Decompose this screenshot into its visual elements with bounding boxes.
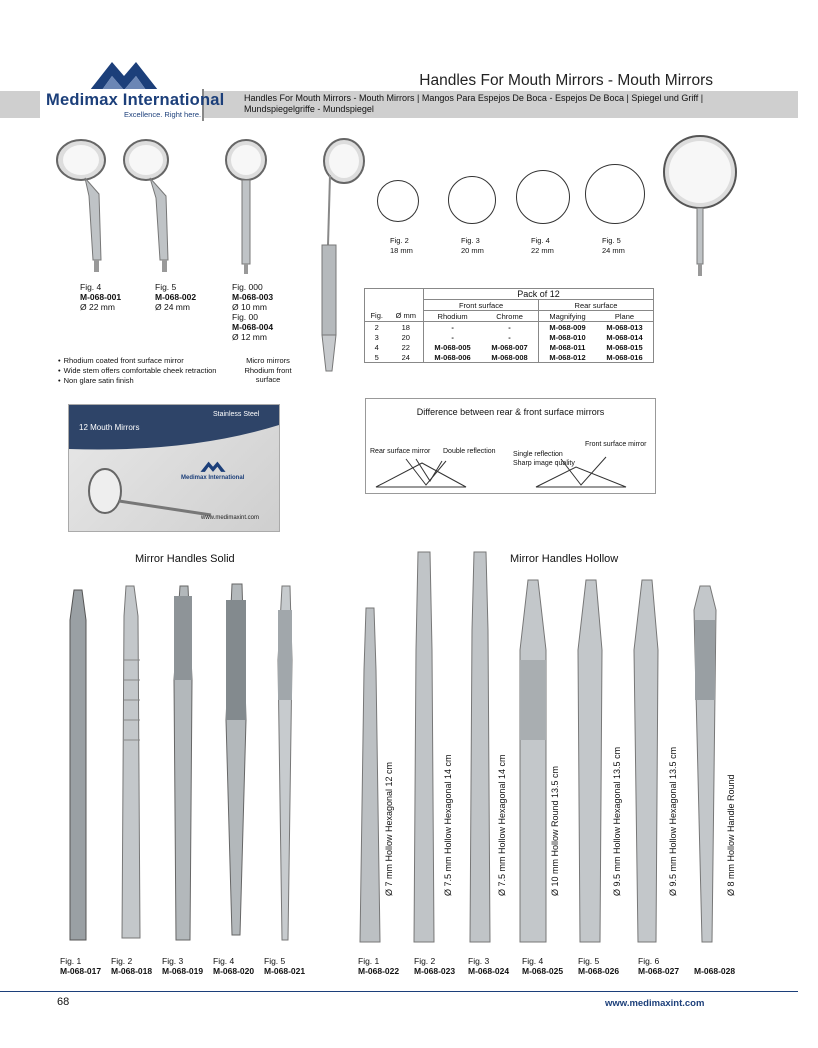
mirror-with-handle-image bbox=[312, 135, 368, 375]
solid-fig3-code: M-068-019 bbox=[162, 966, 204, 976]
circle-fig5-size: 24 mm bbox=[602, 245, 625, 255]
table-cell: 4 bbox=[374, 342, 379, 352]
features-list bbox=[58, 356, 216, 386]
table-cell: 18 bbox=[388, 322, 423, 333]
micro-note-line2: Rhodium front surface bbox=[244, 365, 292, 384]
table-cell: M-068-009 bbox=[549, 322, 586, 332]
pack-group-front: Front surface bbox=[424, 300, 539, 311]
solid-item-fig5 bbox=[264, 956, 305, 976]
mirror-circle-18mm bbox=[377, 180, 419, 222]
solid-fig4-code: M-068-020 bbox=[213, 966, 255, 976]
hollow-fig2-fig: Fig. 2 bbox=[414, 956, 436, 966]
table-cell: - bbox=[451, 322, 454, 332]
table-cell: 20 bbox=[388, 332, 423, 342]
mirror-circle-22mm bbox=[516, 170, 570, 224]
feature-item: • Non glare satin finish bbox=[58, 376, 216, 386]
micro-size2: Ø 12 mm bbox=[232, 332, 267, 342]
micro-code2: M-068-004 bbox=[232, 322, 274, 332]
micro-mirror-image bbox=[220, 138, 272, 278]
solid-fig4-fig: Fig. 4 bbox=[213, 956, 235, 966]
solid-fig2-fig: Fig. 2 bbox=[111, 956, 133, 966]
hollow-fig4-code: M-068-025 bbox=[522, 966, 564, 976]
hollow-fig3-fig: Fig. 3 bbox=[468, 956, 490, 966]
hollow-fig4-fig: Fig. 4 bbox=[522, 956, 544, 966]
pack-col-mm: Ø mm bbox=[388, 311, 423, 322]
large-mirror-image bbox=[660, 134, 740, 282]
pack-col-rhodium: Rhodium bbox=[437, 311, 468, 321]
circle-label-fig3 bbox=[461, 236, 484, 255]
hollow-fig7-code: M-068-028 bbox=[694, 966, 736, 976]
double-reflection-label: Double reflection bbox=[443, 448, 496, 455]
top-fig4-fig: Fig. 4 bbox=[80, 282, 102, 292]
solid-section-title: Mirror Handles Solid bbox=[135, 553, 235, 565]
hollow-fig3-code: M-068-024 bbox=[468, 966, 510, 976]
box-url: www.medimaxint.com bbox=[201, 515, 260, 521]
box-mirror-graphic bbox=[83, 465, 213, 525]
brand-tagline: Excellence. Right here. bbox=[124, 110, 202, 119]
table-cell: - bbox=[481, 332, 538, 342]
hollow-desc-fig6: Ø 9.5 mm Hollow Hexagonal 13.5 cm bbox=[668, 746, 678, 896]
table-cell: M-068-011 bbox=[549, 342, 586, 352]
hollow-fig6-code: M-068-027 bbox=[638, 966, 680, 976]
circle-label-fig2 bbox=[390, 236, 413, 255]
solid-handles-image bbox=[60, 580, 310, 950]
top-fig4-size: Ø 22 mm bbox=[80, 302, 115, 312]
table-cell: - bbox=[451, 332, 454, 342]
top-fig5-label bbox=[155, 282, 196, 312]
mirror-fig4-image bbox=[55, 136, 117, 276]
table-cell: 3 bbox=[374, 332, 379, 342]
brand-name: Medimax International bbox=[46, 91, 225, 109]
circle-label-fig5 bbox=[602, 236, 625, 255]
table-cell: 5 bbox=[374, 352, 379, 362]
sharp-quality-label: Sharp image quality bbox=[513, 460, 575, 467]
circle-fig3-size: 20 mm bbox=[461, 245, 484, 255]
top-fig4-code: M-068-001 bbox=[80, 292, 122, 302]
micro-note-line1: Micro mirrors bbox=[246, 356, 290, 365]
table-cell: M-068-010 bbox=[549, 332, 586, 342]
hollow-item-fig5 bbox=[578, 956, 619, 976]
micro-size1: Ø 10 mm bbox=[232, 302, 267, 312]
table-row bbox=[365, 352, 654, 363]
table-cell: M-068-014 bbox=[606, 332, 643, 342]
circle-fig2-fig: Fig. 2 bbox=[390, 236, 409, 245]
table-row bbox=[365, 332, 654, 342]
table-cell: 24 bbox=[388, 352, 423, 363]
difference-box bbox=[365, 398, 656, 494]
hollow-fig2-code: M-068-023 bbox=[414, 966, 456, 976]
top-fig5-fig: Fig. 5 bbox=[155, 282, 177, 292]
circle-fig4-fig: Fig. 4 bbox=[531, 236, 550, 245]
circle-fig2-size: 18 mm bbox=[390, 245, 413, 255]
top-fig5-size: Ø 24 mm bbox=[155, 302, 190, 312]
micro-fig2: Fig. 00 bbox=[232, 312, 258, 322]
single-reflection-label: Single reflection bbox=[513, 451, 563, 458]
mirror-circle-20mm bbox=[448, 176, 496, 224]
hollow-fig5-fig: Fig. 5 bbox=[578, 956, 600, 966]
micro-fig1: Fig. 000 bbox=[232, 282, 263, 292]
table-cell: M-068-008 bbox=[481, 352, 538, 363]
footer-url-link[interactable]: www.medimaxint.com bbox=[605, 998, 705, 1009]
box-brand: Medimax International bbox=[181, 475, 245, 481]
hollow-desc-fig3: Ø 7.5 mm Hollow Hexagonal 14 cm bbox=[497, 754, 507, 896]
solid-item-fig2 bbox=[111, 956, 152, 976]
pack-group-rear: Rear surface bbox=[539, 300, 654, 311]
solid-fig2-code: M-068-018 bbox=[111, 966, 153, 976]
page-title: Handles For Mouth Mirrors - Mouth Mirrors bbox=[419, 72, 713, 89]
pack-col-chrome: Chrome bbox=[481, 311, 538, 322]
table-cell: M-068-013 bbox=[606, 322, 643, 332]
pack-table bbox=[364, 288, 654, 363]
box-label-count: 12 Mouth Mirrors bbox=[79, 423, 140, 432]
table-cell: M-068-016 bbox=[606, 352, 643, 362]
page-number: 68 bbox=[57, 996, 70, 1008]
hollow-item-fig2 bbox=[414, 956, 455, 976]
pack-table-group-row bbox=[365, 300, 654, 311]
hollow-fig7-fig bbox=[694, 956, 735, 966]
table-cell: M-068-007 bbox=[481, 342, 538, 352]
circle-fig3-fig: Fig. 3 bbox=[461, 236, 480, 245]
circle-fig4-size: 22 mm bbox=[531, 245, 554, 255]
header-subtitle-line2: Mundspiegelgriffe - Mundspiegel bbox=[244, 104, 374, 114]
solid-item-fig3 bbox=[162, 956, 203, 976]
table-cell: M-068-005 bbox=[434, 342, 471, 352]
reflection-diagram bbox=[366, 455, 655, 493]
solid-item-fig4 bbox=[213, 956, 254, 976]
pack-table-title-row bbox=[365, 289, 654, 300]
mirror-circle-24mm bbox=[585, 164, 645, 224]
micro-note bbox=[232, 356, 304, 385]
hollow-desc-fig5: Ø 9.5 mm Hollow Hexagonal 13.5 cm bbox=[612, 746, 622, 896]
hollow-desc-fig2: Ø 7.5 mm Hollow Hexagonal 14 cm bbox=[443, 754, 453, 896]
circle-fig5-fig: Fig. 5 bbox=[602, 236, 621, 245]
header-subtitle-line1: Handles For Mouth Mirrors - Mouth Mirrors | Mangos Para Espejos De Boca - Espejos De Boca | Spiegel und Griff | bbox=[244, 93, 704, 103]
difference-title: Difference between rear & front surface mirrors bbox=[416, 407, 605, 417]
table-cell: M-068-012 bbox=[549, 352, 586, 362]
solid-fig1-fig: Fig. 1 bbox=[60, 956, 82, 966]
pack-table-header-row bbox=[365, 311, 654, 322]
micro-code1: M-068-003 bbox=[232, 292, 274, 302]
pack-col-plane: Plane bbox=[614, 311, 635, 321]
solid-fig1-code: M-068-017 bbox=[60, 966, 102, 976]
solid-item-fig1 bbox=[60, 956, 101, 976]
hollow-item-fig7 bbox=[694, 956, 735, 976]
table-cell: - bbox=[481, 322, 538, 333]
pack-table-title: Pack of 12 bbox=[424, 289, 654, 300]
medimax-logo-mark bbox=[86, 56, 162, 92]
solid-fig5-fig: Fig. 5 bbox=[264, 956, 286, 966]
footer-divider bbox=[0, 991, 798, 992]
feature-item: • Rhodium coated front surface mirror bbox=[58, 356, 216, 366]
hollow-desc-fig7: Ø 8 mm Hollow Handle Round bbox=[726, 774, 736, 896]
top-fig5-code: M-068-002 bbox=[155, 292, 197, 302]
micro-figure-label bbox=[232, 282, 273, 342]
pack-col-fig: Fig. bbox=[370, 311, 383, 321]
solid-fig5-code: M-068-021 bbox=[264, 966, 306, 976]
hollow-fig6-fig: Fig. 6 bbox=[638, 956, 660, 966]
box-image bbox=[68, 404, 280, 532]
circle-label-fig4 bbox=[531, 236, 554, 255]
hollow-item-fig3 bbox=[468, 956, 509, 976]
hollow-fig1-code: M-068-022 bbox=[358, 966, 400, 976]
table-cell: 2 bbox=[374, 322, 379, 332]
top-fig4-label bbox=[80, 282, 121, 312]
mirror-fig5-image bbox=[122, 136, 180, 276]
rear-mirror-label: Rear surface mirror bbox=[370, 448, 431, 455]
pack-col-magnifying: Magnifying bbox=[549, 311, 586, 321]
hollow-item-fig4 bbox=[522, 956, 563, 976]
feature-item: • Wide stem offers comfortable cheek retraction bbox=[58, 366, 216, 376]
table-cell: M-068-006 bbox=[434, 352, 471, 362]
box-label-steel: Stainless Steel bbox=[213, 411, 260, 418]
hollow-fig5-code: M-068-026 bbox=[578, 966, 620, 976]
hollow-section-title: Mirror Handles Hollow bbox=[510, 553, 619, 565]
front-mirror-label: Front surface mirror bbox=[585, 441, 647, 448]
solid-fig3-fig: Fig. 3 bbox=[162, 956, 184, 966]
table-row bbox=[365, 322, 654, 333]
table-cell: M-068-015 bbox=[606, 342, 643, 352]
header-subtitle bbox=[244, 93, 744, 115]
hollow-desc-fig1: Ø 7 mm Hollow Hexagonal 12 cm bbox=[384, 761, 394, 896]
hollow-item-fig6 bbox=[638, 956, 679, 976]
table-row bbox=[365, 342, 654, 352]
hollow-item-fig1 bbox=[358, 956, 399, 976]
table-cell: 22 bbox=[388, 342, 423, 352]
hollow-fig1-fig: Fig. 1 bbox=[358, 956, 380, 966]
hollow-desc-fig4: Ø 10 mm Hollow Round 13.5 cm bbox=[550, 765, 560, 896]
